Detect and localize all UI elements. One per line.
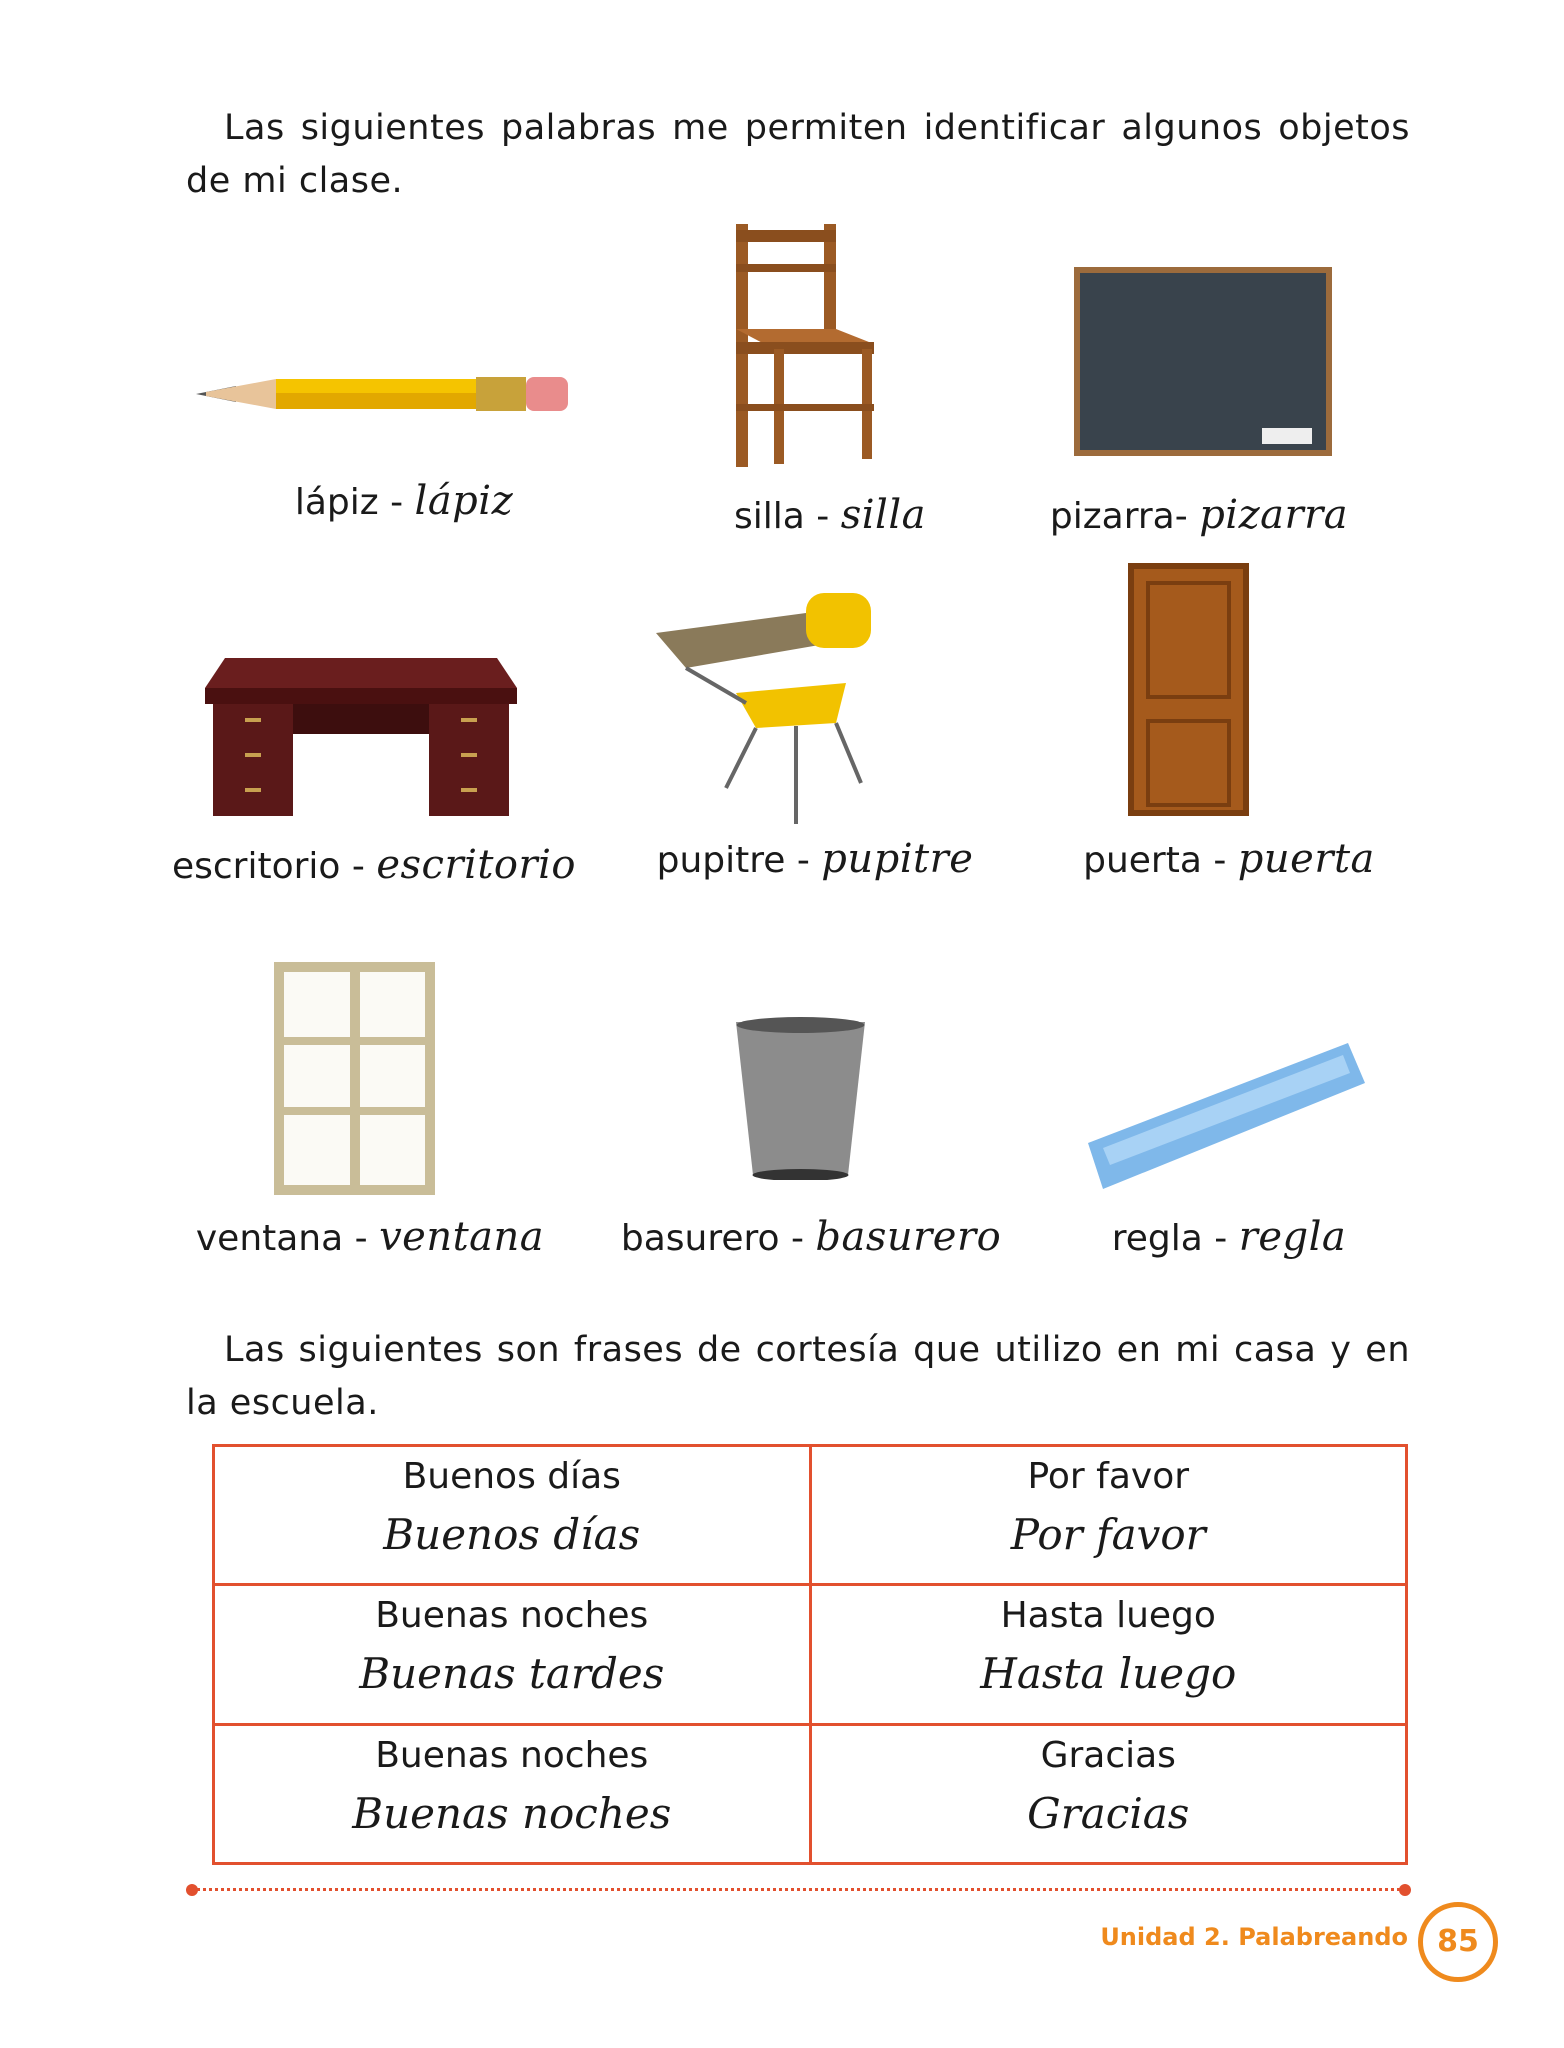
table-cell: Buenas noches Buenas noches [214, 1724, 811, 1863]
object-label-basurero: basurero - basurero [620, 1214, 1002, 1260]
object-label-lapiz: lápiz - lápiz [294, 478, 514, 524]
unit-title: Unidad 2. Palabreando [1100, 1923, 1408, 1951]
desk-image [205, 658, 517, 818]
table-cell: Buenos días Buenos días [214, 1446, 811, 1585]
table-row [214, 1446, 1407, 1585]
object-label-pizarra: pizarra- pizarra [1049, 492, 1349, 538]
object-label-escritorio: escritorio - escritorio [171, 842, 577, 888]
object-label-pupitre: pupitre - pupitre [656, 836, 974, 882]
intro-objects-text: Las siguientes palabras me permiten identificar algunos objetos de mi clase. [186, 108, 1410, 201]
table-row [214, 1724, 1407, 1863]
object-label-silla: silla - silla [734, 492, 926, 538]
window-image [274, 962, 435, 1195]
ruler-image [1088, 1043, 1365, 1189]
table-cell: Buenas noches Buenas tardes [214, 1585, 811, 1724]
page-number: 85 [1418, 1902, 1498, 1982]
table-row [214, 1585, 1407, 1724]
dotted-divider [192, 1888, 1405, 1891]
blackboard-image [1074, 267, 1332, 456]
door-image [1128, 563, 1249, 816]
divider-dot-left [186, 1884, 198, 1896]
divider-dot-right [1399, 1884, 1411, 1896]
courtesy-phrases-table [212, 1444, 1408, 1865]
chair-image [734, 224, 876, 467]
object-label-regla: regla - regla [1111, 1214, 1347, 1260]
table-cell: Hasta luego Hasta luego [810, 1585, 1407, 1724]
object-label-ventana: ventana - ventana [195, 1214, 545, 1260]
intro-phrases-text: Las siguientes son frases de cortesía que utilizo en mi casa y en la escuela. [186, 1330, 1410, 1423]
school-desk-image [656, 593, 877, 824]
object-label-puerta: puerta - puerta [1083, 836, 1375, 882]
table-cell: Por favor Por favor [810, 1446, 1407, 1585]
pencil-image [196, 371, 570, 417]
table-cell: Gracias Gracias [810, 1724, 1407, 1863]
wastebasket-image [736, 1017, 865, 1180]
